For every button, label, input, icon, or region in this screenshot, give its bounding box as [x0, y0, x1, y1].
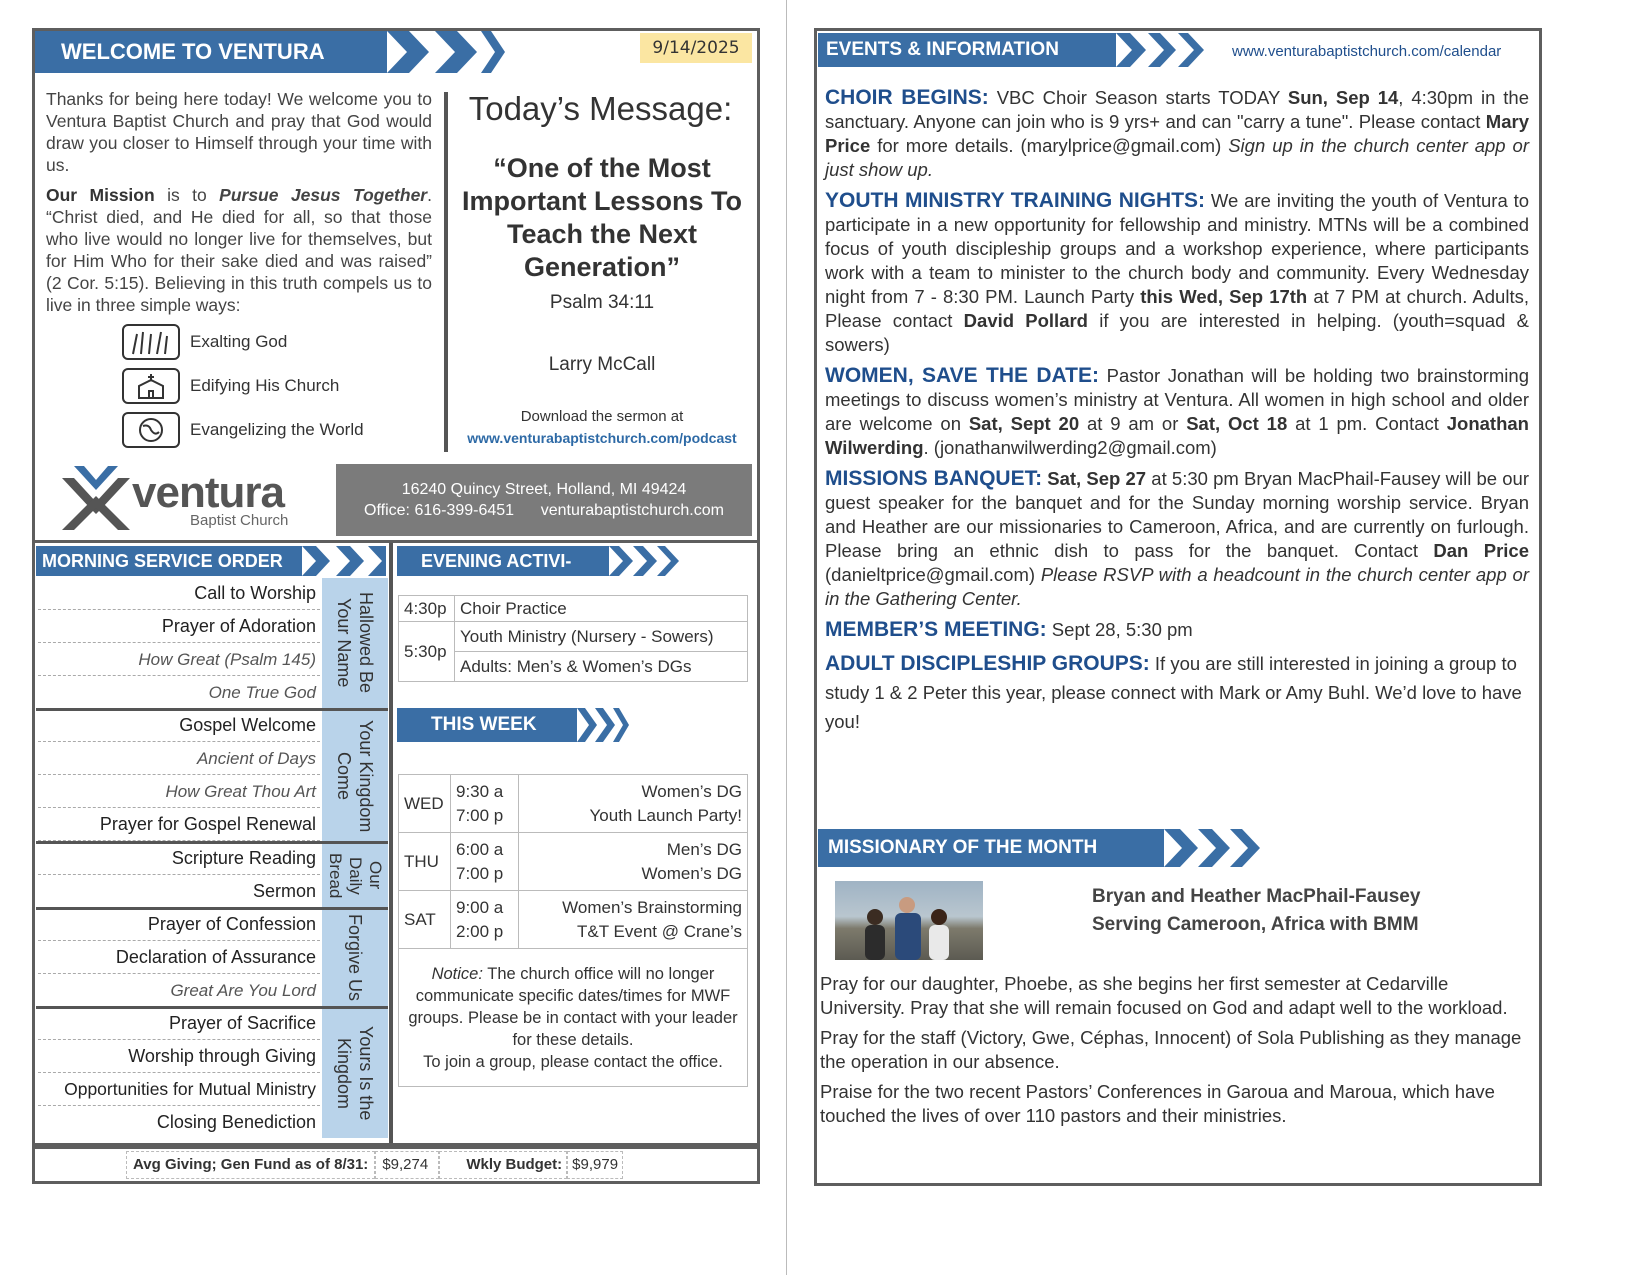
chevrons-icon	[577, 708, 629, 742]
missionary-names: Bryan and Heather MacPhail-Fausey	[1092, 886, 1421, 907]
service-item: Closing Benediction	[156, 1112, 316, 1132]
section-forgive-us: Forgive Us	[322, 910, 388, 1006]
event-members: MEMBER’S MEETING: Sept 28, 5:30 pm	[825, 618, 1193, 641]
service-item: Opportunities for Mutual Ministry	[38, 1073, 320, 1106]
chevrons-icon	[387, 31, 505, 73]
week-day: WED	[399, 775, 451, 833]
missionary-photo	[835, 881, 983, 960]
events-title: EVENTS & INFORMATION	[818, 33, 1116, 67]
page-fold	[786, 0, 787, 1275]
mission-statement: Our Mission is to Pursue Jesus Together. “Christ died, and He died for all, so that those who live would no longer live for themselves, but for Him Who for their sake died and was raised” (2 Cor. 5:15). Believing in this truth compels us to live in three simple ways:	[46, 185, 432, 315]
bulletin-date: 9/14/2025	[640, 33, 752, 63]
way-label: Evangelizing the World	[190, 420, 364, 439]
service-song: How Great (Psalm 145)	[38, 643, 320, 676]
event-women: WOMEN, SAVE THE DATE: Pastor Jonathan will be holding two brainstorming meetings to discuss women’s ministry at Ventura. All women in high school and older are welcome on Sat, Sept 20 at 9 am or Sat, Oct 18 at 1 pm. Contact Jonathan Wilwerding. (jonathanwilwerding2@gmail.com)	[825, 364, 1529, 458]
giving-line	[126, 1151, 623, 1179]
prayer-requests	[820, 972, 1532, 1134]
service-song: One True God	[38, 676, 320, 709]
avg-giving-value: $9,274	[375, 1151, 439, 1179]
section-daily-bread: Our Daily Bread	[322, 844, 388, 907]
budget-label: Wkly Budget:	[439, 1151, 567, 1179]
service-song: Great Are You Lord	[38, 974, 320, 1007]
chevrons-icon	[1164, 829, 1262, 867]
way-label: Edifying His Church	[190, 376, 340, 395]
event-adult-groups: ADULT DISCIPLESHIP GROUPS: If you are still interested in joining a group to study 1 & 2 Peter this year, please connect with Mark or Amy Buhl. We’d love to have you!	[825, 652, 1522, 732]
table-row	[399, 775, 748, 833]
evening-time: 5:30p	[399, 622, 455, 682]
week-title: THIS WEEK	[397, 708, 577, 742]
week-events: Women’s Brainstorming T&T Event @ Crane’s	[519, 891, 748, 949]
welcome-title: WELCOME TO VENTURA	[35, 31, 387, 73]
table-row	[399, 949, 748, 1087]
way-evangelizing	[122, 412, 364, 448]
welcome-intro: Thanks for being here today! We welcome you to Ventura Baptist Church and pray that God would draw you closer to Himself through your time with us.	[46, 89, 432, 175]
week-times: 9:00 a 2:00 p	[451, 891, 519, 949]
chevrons-icon	[609, 546, 679, 576]
calendar-link[interactable]: www.venturabaptistchurch.com/calendar	[1232, 43, 1502, 60]
message-title: “One of the Most Important Lessons To Teach the Next Generation”	[461, 153, 743, 282]
church-website[interactable]: venturabaptistchurch.com	[540, 502, 724, 519]
service-item: Prayer for Gospel Renewal	[38, 808, 320, 841]
table-row	[399, 596, 748, 622]
service-item: Sermon	[38, 875, 320, 908]
office-line: Office: 616-399-6451 venturabaptistchurch.com	[364, 502, 724, 519]
prayer-request: Praise for the two recent Pastors’ Conferences in Garoua and Maroua, which have touched the lives of over 110 pastors and their ministries.	[820, 1081, 1495, 1126]
service-item: Gospel Welcome	[38, 709, 320, 742]
chevrons-icon	[302, 546, 386, 576]
download-label: Download the sermon at	[520, 408, 684, 425]
section-hallowed: Hallowed Be Your Name	[322, 578, 388, 708]
prayer-request: Pray for our daughter, Phoebe, as she begins her first semester at Cedarville University. Pray that she will remain focused on God and adapt well to the workload.	[820, 973, 1508, 1018]
service-item: Prayer of Adoration	[38, 610, 320, 643]
service-item: Call to Worship	[38, 577, 320, 610]
service-item: Declaration of Assurance	[38, 941, 320, 974]
message-divider	[444, 92, 448, 452]
evening-activity: Youth Ministry (Nursery - Sowers)	[455, 622, 748, 652]
events-body	[825, 86, 1529, 743]
message-scripture: Psalm 34:11	[549, 292, 655, 313]
missionary-serving: Serving Cameroon, Africa with BMM	[1092, 914, 1419, 935]
table-row	[399, 833, 748, 891]
evening-title: EVENING ACTIVI-	[397, 546, 609, 576]
table-row	[399, 891, 748, 949]
event-missions: MISSIONS BANQUET: Sat, Sep 27 at 5:30 pm Bryan MacPhail-Fausey will be our guest speaker for the banquet and for the Sunday morning worship service. Bryan and Heather are our missionaries to Cameroon, Africa, and are currently on furlough. Please bring an ethnic dish to pass for the banquet. Contact Dan Price (danieltprice@gmail.com) Please RSVP with a headcount in the church center app or in the Gathering Center.	[825, 467, 1530, 609]
event-choir: CHOIR BEGINS: VBC Choir Season starts TODAY Sun, Sep 14, 4:30pm in the sanctuary. Anyone can join who is 9 yrs+ and can "carry a tune". Please contact Mary Price for more details. (marylprice@gmail.com) Sign up in the church center app or just show up.	[825, 86, 1529, 180]
worship-hands-icon	[122, 324, 180, 360]
way-exalting	[122, 324, 287, 360]
way-edifying	[122, 368, 339, 404]
logo-text: ventura	[132, 468, 284, 517]
section-yours-kingdom: Yours Is the Kingdom	[322, 1009, 388, 1138]
welcome-text	[46, 88, 432, 324]
week-times: 6:00 a 7:00 p	[451, 833, 519, 891]
budget-value: $9,979	[567, 1151, 623, 1179]
avg-giving-label: Avg Giving; Gen Fund as of 8/31:	[126, 1151, 375, 1179]
week-events: Men’s DG Women’s DG	[519, 833, 748, 891]
week-banner	[397, 708, 629, 742]
week-events: Women’s DG Youth Launch Party!	[519, 775, 748, 833]
service-banner	[36, 546, 386, 576]
family-photo-icon	[835, 881, 983, 960]
evening-table	[398, 595, 748, 682]
service-item: Scripture Reading	[38, 842, 320, 875]
week-times: 9:30 a 7:00 p	[451, 775, 519, 833]
ventura-logo	[60, 464, 320, 534]
service-item: Prayer of Confession	[38, 908, 320, 941]
message-heading: Today’s Message:	[468, 90, 733, 127]
missionary-title: MISSIONARY OF THE MONTH	[818, 829, 1164, 867]
evening-banner	[397, 546, 679, 576]
message-speaker: Larry McCall	[548, 354, 656, 375]
chevrons-icon	[1116, 33, 1206, 67]
way-label: Exalting God	[190, 332, 288, 351]
service-title: MORNING SERVICE ORDER	[36, 546, 302, 576]
evening-time: 4:30p	[399, 596, 455, 622]
event-youth: YOUTH MINISTRY TRAINING NIGHTS: We are inviting the youth of Ventura to participate in a new opportunity for fellowship and ministry. MTNs will be a combined focus of youth discipleship groups and a workshop experience, where participants work with a team to minister to the church body and community. Every Wednesday night from 7 - 8:30 PM. Launch Party this Wed, Sep 17th at 7 PM at church. Adults, Please contact David Pollard if you are interested in helping. (youth=squad & sowers)	[825, 189, 1530, 355]
evening-activity: Choir Practice	[455, 596, 748, 622]
week-table	[398, 774, 748, 1087]
logo-subtext: Baptist Church	[190, 512, 289, 529]
week-day: SAT	[399, 891, 451, 949]
podcast-link[interactable]: www.venturabaptistchurch.com/podcast	[467, 430, 737, 446]
service-item: Prayer of Sacrifice	[38, 1007, 320, 1040]
week-day: THU	[399, 833, 451, 891]
table-row	[399, 622, 748, 652]
panel-divider	[389, 543, 393, 1143]
service-item: Worship through Giving	[38, 1040, 320, 1073]
service-song: Ancient of Days	[38, 742, 320, 775]
ventura-logo-mark-icon	[60, 464, 132, 532]
prayer-request: Pray for the staff (Victory, Gwe, Céphas, Innocent) of Sola Publishing as they manage the operation in our absence.	[820, 1027, 1522, 1072]
section-kingdom-come: Your Kingdom Come	[322, 711, 388, 841]
church-icon	[122, 368, 180, 404]
address-box	[336, 464, 752, 536]
events-banner	[818, 33, 1206, 67]
church-address: 16240 Quincy Street, Holland, MI 49424	[401, 481, 687, 498]
globe-icon	[122, 412, 180, 448]
week-notice: Notice: The church office will no longer communicate specific dates/times for MWF groups. Please be in contact with your leader for these details. To join a group, please contact the office.	[399, 949, 748, 1087]
service-song: How Great Thou Art	[38, 775, 320, 808]
missionary-banner	[818, 829, 1262, 867]
welcome-banner	[35, 31, 505, 73]
evening-activity: Adults: Men’s & Women’s DGs	[455, 652, 748, 682]
